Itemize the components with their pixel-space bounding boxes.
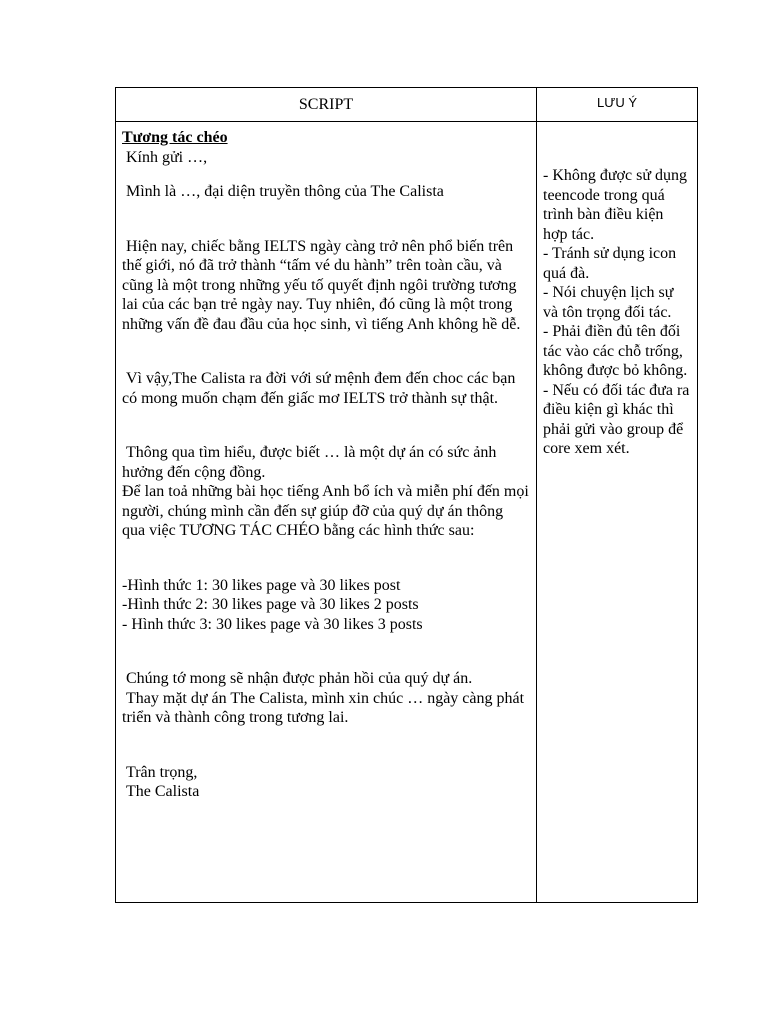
note-item: - Nói chuyện lịch sự và tôn trọng đối tác. <box>543 284 674 321</box>
script-cell <box>116 122 537 903</box>
greeting: Kính gửi …, <box>122 148 208 166</box>
table-header-row <box>116 88 698 122</box>
script-table <box>115 87 698 903</box>
note-item: - Không được sử dụng teencode trong quá trình bàn điều kiện hợp tác. <box>543 167 688 243</box>
note-item: - Tránh sử dụng icon quá đà. <box>543 245 677 282</box>
note-item: - Nếu có đối tác đưa ra điều kiện gì khác thì phải gửi vào group để core xem xét. <box>543 381 690 457</box>
closing-feedback: Chúng tớ mong sẽ nhận được phản hồi của quý dự án. <box>122 670 473 687</box>
closing-wishes: Thay mặt dự án The Calista, mình xin chúc … ngày càng phát triển và thành công trong tương lai. <box>122 689 529 726</box>
note-column-header: LƯU Ý <box>537 88 698 122</box>
note-item: - Phải điền đủ tên đối tác vào các chỗ trống, không được bỏ không. <box>543 323 688 379</box>
option-2: -Hình thức 2: 30 likes page và 30 likes 2 posts <box>122 596 419 613</box>
script-column-header: SCRIPT <box>116 88 537 122</box>
paragraph-mission: Vì vậy,The Calista ra đời với sứ mệnh đem đến choc các bạn có mong muốn chạm đến giấc mơ IELTS trở thành sự thật. <box>122 370 520 407</box>
option-1: -Hình thức 1: 30 likes page và 30 likes post <box>122 576 401 594</box>
script-title: Tương tác chéo <box>122 129 228 146</box>
paragraph-request: Để lan toả những bài học tiếng Anh bổ ích và miễn phí đến mọi người, chúng mình cần đến sự giúp đỡ của quý dự án thông qua việc TƯƠNG TÁC CHÉO bằng các hình thức sau: <box>122 483 533 539</box>
table-body-row <box>116 122 698 903</box>
paragraph-ielts: Hiện nay, chiếc bằng IELTS ngày càng trở nên phổ biến trên thế giới, nó đã trở thành “tấm vé du hành” trên toàn cầu, và cũng là một trong những yếu tố quyết định ngôi trường tương lai của các bạn trẻ ngày nay. Tuy nhiên, đó cũng là một trong những vấn đề đau đầu của học sinh, vì tiếng Anh không hề dễ. <box>122 237 521 333</box>
option-3: - Hình thức 3: 30 likes page và 30 likes 3 posts <box>122 615 423 633</box>
signoff: Trân trọng, <box>122 763 198 781</box>
signature: The Calista <box>122 783 200 800</box>
intro: Mình là …, đại diện truyền thông của The Calista <box>122 183 444 200</box>
notes-cell <box>537 122 698 903</box>
paragraph-research: Thông qua tìm hiểu, được biết … là một dự án có sức ảnh hưởng đến cộng đồng. <box>122 444 501 481</box>
